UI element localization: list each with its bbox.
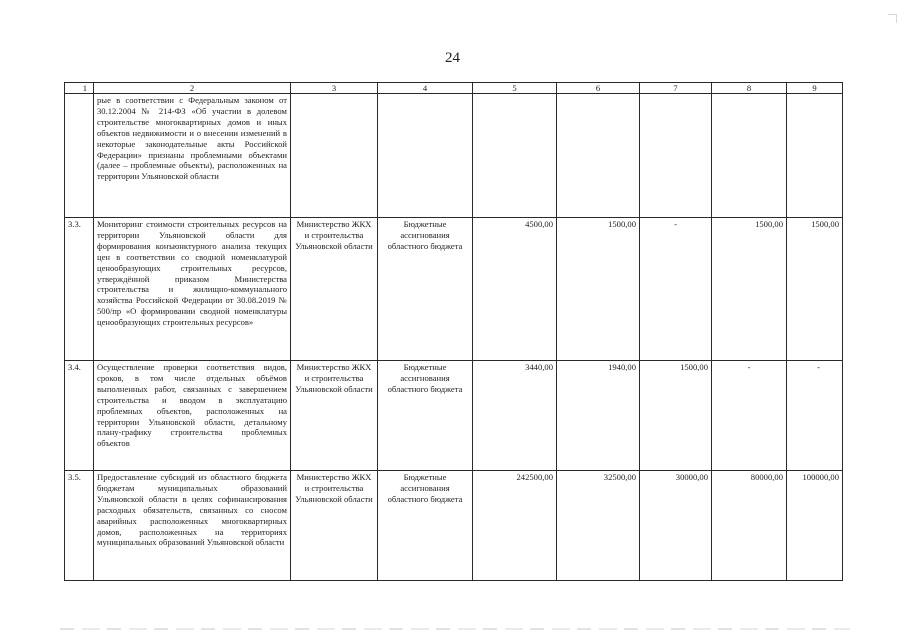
cell-year-4: - bbox=[787, 361, 843, 471]
column-header-1: 1 bbox=[65, 83, 94, 94]
column-header-8: 8 bbox=[712, 83, 787, 94]
cell-executor: Министерство ЖКХ и строительства Ульяновской области bbox=[291, 471, 378, 581]
cell-year-2 bbox=[640, 94, 712, 218]
cell-description: Предоставление субсидий из областного бюджета бюджетам муниципальных образований Ульяновской области в целях софинансирования расходных обязательств, связанных со сносом аварийных расположенных многоквартирных домов, расположенных на территориях муниципальных образований Ульяновской области bbox=[94, 471, 291, 581]
cell-description: Мониторинг стоимости строительных ресурсов на территории Ульяновской области для формирования конъюнктурного анализа текущих цен в соответствии со сводной номенклатурой ценообразующих строительных ресурсов, утверждённой приказом Министерства строительства и жилищно-коммунального хозяйства Российской Федерации от 30.08.2019 № 500/пр «О формировании сводной номенклатуры ценообразующих строительных ресурсов» bbox=[94, 218, 291, 361]
column-header-6: 6 bbox=[557, 83, 640, 94]
cell-year-3: 80000,00 bbox=[712, 471, 787, 581]
table-row-continuation bbox=[65, 94, 843, 218]
cell-total: 3440,00 bbox=[473, 361, 557, 471]
column-header-9: 9 bbox=[787, 83, 843, 94]
cell-year-3: - bbox=[712, 361, 787, 471]
cell-total: 4500,00 bbox=[473, 218, 557, 361]
cell-source: Бюджетные ассигнования областного бюджета bbox=[378, 471, 473, 581]
column-header-3: 3 bbox=[291, 83, 378, 94]
cell-source: Бюджетные ассигнования областного бюджета bbox=[378, 218, 473, 361]
column-header-7: 7 bbox=[640, 83, 712, 94]
column-header-5: 5 bbox=[473, 83, 557, 94]
table-row bbox=[65, 218, 843, 361]
cell-executor bbox=[291, 94, 378, 218]
cell-year-4 bbox=[787, 94, 843, 218]
cell-executor: Министерство ЖКХ и строительства Ульяновской области bbox=[291, 361, 378, 471]
table-row bbox=[65, 361, 843, 471]
cell-source: Бюджетные ассигнования областного бюджета bbox=[378, 361, 473, 471]
cell-year-4: 100000,00 bbox=[787, 471, 843, 581]
cell-source bbox=[378, 94, 473, 218]
scan-artifact-corner bbox=[888, 14, 897, 23]
cell-num: 3.3. bbox=[65, 218, 94, 361]
table-row bbox=[65, 471, 843, 581]
cell-year-4: 1500,00 bbox=[787, 218, 843, 361]
table-header-row bbox=[65, 83, 843, 94]
cell-description: Осуществление проверки соответствия видов, сроков, в том числе отдельных объёмов выполненных работ, связанных с завершением строительства и вводом в эксплуатацию проблемных объектов, расположенных на территории Ульяновской области, детальному плану-графику строительства проблемных объектов bbox=[94, 361, 291, 471]
cell-year-1 bbox=[557, 94, 640, 218]
cell-total bbox=[473, 94, 557, 218]
scan-artifact-line bbox=[60, 628, 850, 630]
cell-year-1: 1500,00 bbox=[557, 218, 640, 361]
cell-year-3: 1500,00 bbox=[712, 218, 787, 361]
cell-year-3 bbox=[712, 94, 787, 218]
cell-num: 3.5. bbox=[65, 471, 94, 581]
page-number: 24 bbox=[445, 50, 460, 66]
cell-description: рые в соответствии с Федеральным законом от 30.12.2004 № 214-ФЗ «Об участии в долевом строительстве многоквартирных домов и иных объектов недвижимости и о внесении изменений в некоторые законодательные акты Российской Федерации» признаны проблемными объектами (далее – проблемные объекты), расположенных на территории Ульяновской области bbox=[94, 94, 291, 218]
program-activities-table bbox=[64, 82, 843, 581]
cell-year-2: - bbox=[640, 218, 712, 361]
cell-num bbox=[65, 94, 94, 218]
cell-year-1: 1940,00 bbox=[557, 361, 640, 471]
cell-year-2: 30000,00 bbox=[640, 471, 712, 581]
column-header-4: 4 bbox=[378, 83, 473, 94]
cell-total: 242500,00 bbox=[473, 471, 557, 581]
cell-num: 3.4. bbox=[65, 361, 94, 471]
cell-year-2: 1500,00 bbox=[640, 361, 712, 471]
cell-executor: Министерство ЖКХ и строительства Ульяновской области bbox=[291, 218, 378, 361]
column-header-2: 2 bbox=[94, 83, 291, 94]
cell-year-1: 32500,00 bbox=[557, 471, 640, 581]
